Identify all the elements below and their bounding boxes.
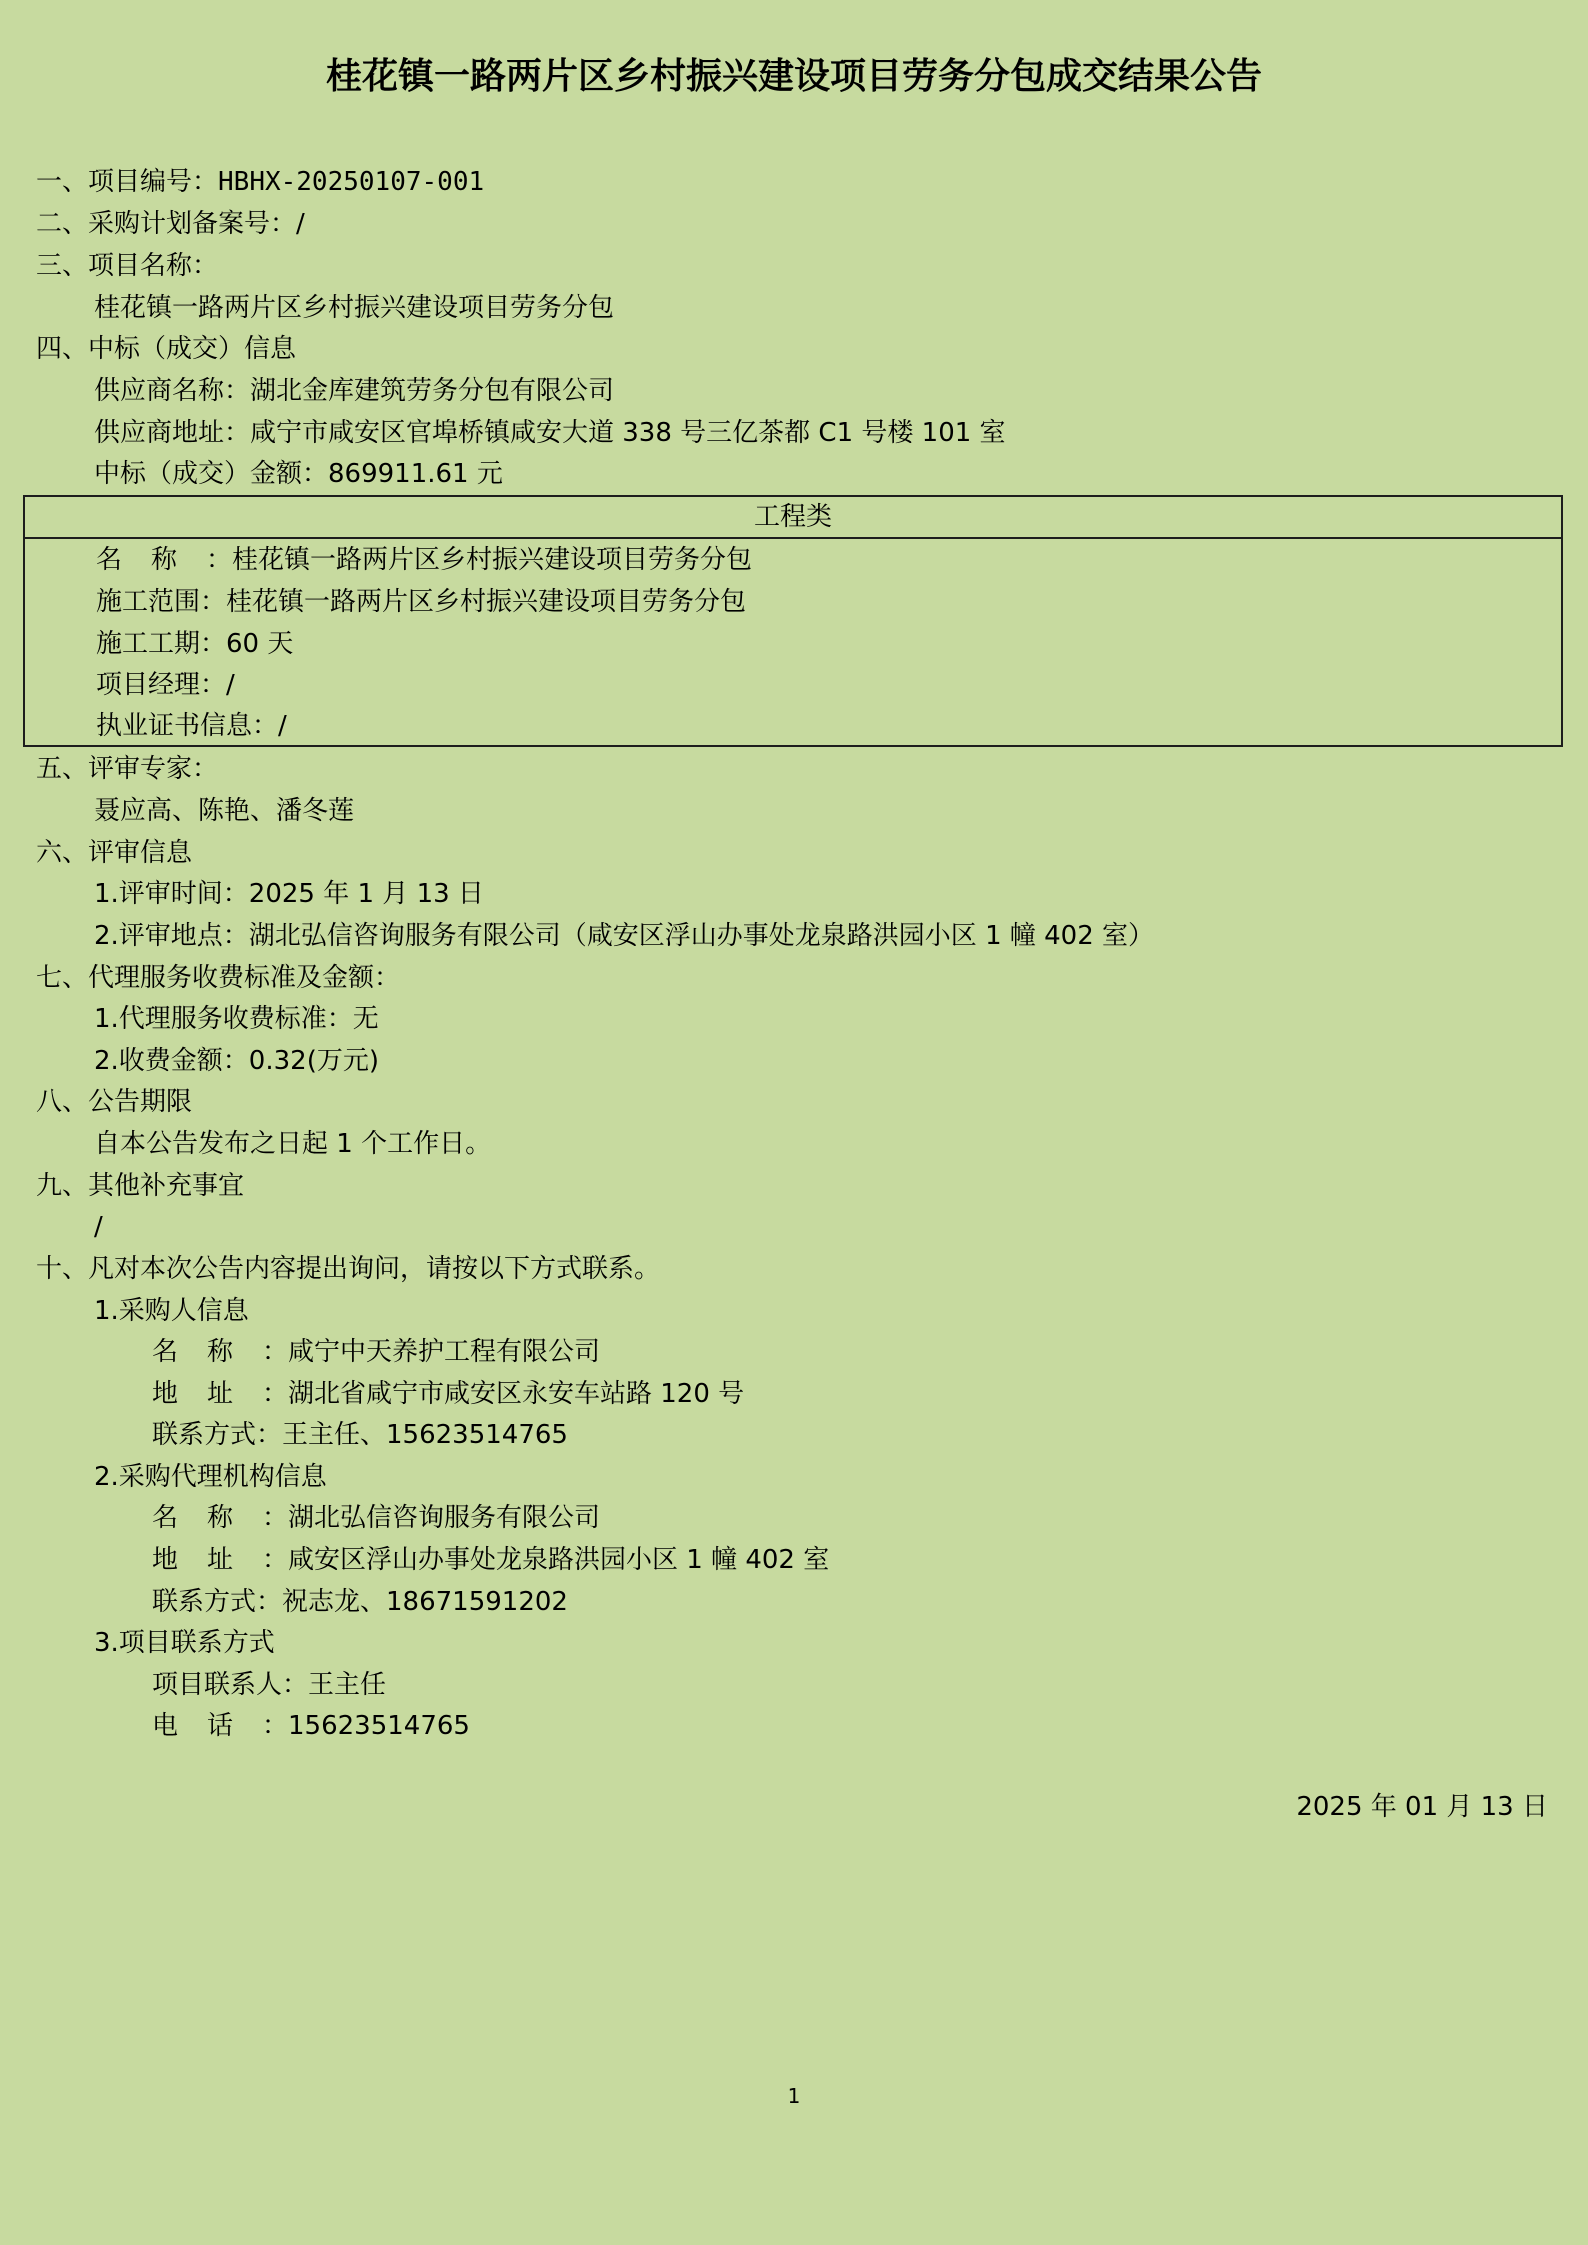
winning-amount: 中标（成交）金额：869911.61 元 [94, 459, 503, 489]
agency-heading: 2.采购代理机构信息 [94, 1462, 327, 1492]
project-contact-person-value: 王主任 [308, 1670, 387, 1700]
engineering-name-row [96, 543, 752, 577]
section-other-matters-label: 九、其他补充事宜 [36, 1171, 245, 1201]
engineering-period-value: 60 天 [226, 629, 294, 659]
agency-name-row [152, 1501, 600, 1535]
agency-address-label: 地址： [152, 1545, 288, 1575]
project-contact-phone-row [152, 1709, 470, 1743]
document-title: 桂花镇一路两片区乡村振兴建设项目劳务分包成交结果公告 [325, 56, 1262, 97]
section-contact-label: 十、凡对本次公告内容提出询问，请按以下方式联系。 [36, 1254, 661, 1284]
agency-contact-value: 祝志龙、18671591202 [282, 1587, 568, 1617]
engineering-scope-value: 桂花镇一路两片区乡村振兴建设项目劳务分包 [226, 587, 747, 617]
engineering-name-label: 名称： [96, 545, 232, 575]
purchaser-name-label: 名称： [152, 1337, 288, 1367]
engineering-box [23, 495, 1563, 747]
engineering-box-header: 工程类 [25, 497, 1561, 539]
engineering-scope-label: 施工范围： [96, 587, 227, 617]
review-time: 1.评审时间：2025 年 1 月 13 日 [94, 879, 484, 909]
engineering-cert-value: / [278, 711, 287, 741]
engineering-manager-value: / [226, 670, 235, 700]
section-notice-period-value: 自本公告发布之日起 1 个工作日。 [94, 1129, 492, 1159]
document-date: 2025 年 01 月 13 日 [1296, 1792, 1548, 1822]
page-number: 1 [787, 2084, 801, 2108]
purchaser-address-row [152, 1377, 744, 1411]
engineering-cert-label: 执业证书信息： [96, 711, 279, 741]
project-contact-phone-label: 电话： [152, 1711, 288, 1741]
engineering-period-label: 施工工期： [96, 629, 227, 659]
agency-name-label: 名称： [152, 1503, 288, 1533]
purchaser-address-label: 地址： [152, 1379, 288, 1409]
purchaser-name-value: 咸宁中天养护工程有限公司 [288, 1337, 601, 1367]
supplier-name: 供应商名称：湖北金库建筑劳务分包有限公司 [94, 376, 615, 406]
agency-contact-label: 联系方式： [152, 1587, 283, 1617]
agency-name-value: 湖北弘信咨询服务有限公司 [288, 1503, 601, 1533]
agency-address-value: 咸安区浮山办事处龙泉路洪园小区 1 幢 402 室 [288, 1545, 830, 1575]
engineering-period-row [96, 627, 293, 661]
section-experts-label: 五、评审专家： [36, 754, 219, 784]
section-other-matters-value: / [94, 1212, 103, 1242]
section-project-number-label: 一、项目编号： [36, 167, 219, 197]
section-winning-info-label: 四、中标（成交）信息 [36, 334, 297, 364]
section-project-number [36, 165, 484, 199]
engineering-scope-row [96, 585, 746, 619]
section-plan-record-label: 二、采购计划备案号： [36, 209, 297, 239]
supplier-address: 供应商地址：咸宁市咸安区官埠桥镇咸安大道 338 号三亿茶都 C1 号楼 101 室 [94, 418, 1006, 448]
section-experts-value: 聂应高、陈艳、潘冬莲 [94, 796, 355, 826]
purchaser-heading: 1.采购人信息 [94, 1296, 249, 1326]
agency-fee-standard: 1.代理服务收费标准：无 [94, 1004, 379, 1034]
agency-address-row [152, 1543, 829, 1577]
section-project-number-value: HBHX-20250107-001 [218, 167, 485, 197]
purchaser-contact-label: 联系方式： [152, 1420, 283, 1450]
project-contact-person-label: 项目联系人： [152, 1670, 309, 1700]
agency-fee-amount: 2.收费金额：0.32(万元) [94, 1046, 379, 1076]
section-notice-period-label: 八、公告期限 [36, 1087, 193, 1117]
section-project-name-value: 桂花镇一路两片区乡村振兴建设项目劳务分包 [94, 293, 615, 323]
purchaser-contact-value: 王主任、15623514765 [282, 1420, 568, 1450]
section-agency-fee-label: 七、代理服务收费标准及金额： [36, 963, 401, 993]
engineering-name-value: 桂花镇一路两片区乡村振兴建设项目劳务分包 [232, 545, 753, 575]
section-review-info-label: 六、评审信息 [36, 838, 193, 868]
engineering-manager-row [96, 668, 235, 702]
engineering-cert-row [96, 709, 287, 743]
section-plan-record-value: / [296, 209, 305, 239]
project-contact-person-row [152, 1668, 386, 1702]
section-project-name-label: 三、项目名称： [36, 251, 219, 281]
project-contact-heading: 3.项目联系方式 [94, 1628, 275, 1658]
review-place: 2.评审地点：湖北弘信咨询服务有限公司（咸安区浮山办事处龙泉路洪园小区 1 幢 402 室） [94, 921, 1155, 951]
purchaser-name-row [152, 1335, 600, 1369]
agency-contact-row [152, 1585, 568, 1619]
purchaser-address-value: 湖北省咸宁市咸安区永安车站路 120 号 [288, 1379, 745, 1409]
purchaser-contact-row [152, 1418, 568, 1452]
project-contact-phone-value: 15623514765 [288, 1711, 470, 1741]
engineering-manager-label: 项目经理： [96, 670, 227, 700]
section-plan-record [36, 207, 305, 241]
